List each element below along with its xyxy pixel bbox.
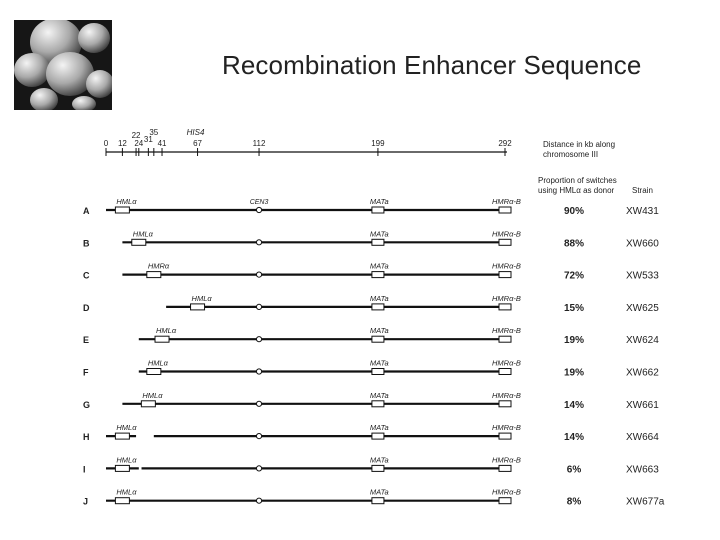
switch-percent: 19% xyxy=(563,335,585,347)
switch-percent: 88% xyxy=(563,238,585,250)
mat-locus-box xyxy=(372,304,384,310)
hmr-locus-box xyxy=(499,239,511,245)
switch-percent: 8% xyxy=(566,496,582,508)
centromere-marker xyxy=(256,498,261,503)
axis-tick-label: 31 xyxy=(143,135,153,144)
mat-locus-box xyxy=(372,207,384,213)
strain-name: XW533 xyxy=(626,270,659,282)
strain-name: XW663 xyxy=(626,464,659,476)
mat-label: MATa xyxy=(369,358,389,368)
donor-locus-box xyxy=(115,433,129,439)
centromere-marker xyxy=(256,466,261,471)
axis-tick-label: 292 xyxy=(498,139,512,148)
axis-tick-label: 199 xyxy=(371,139,385,148)
mat-locus-box xyxy=(372,336,384,342)
mat-locus-box xyxy=(372,369,384,375)
mat-locus-box xyxy=(372,272,384,278)
row-letter: D xyxy=(83,302,90,313)
donor-locus-box xyxy=(132,239,146,245)
donor-locus-box xyxy=(115,207,129,213)
donor-label: HMLα xyxy=(142,390,163,400)
row-letter: C xyxy=(83,270,90,281)
mat-label: MATa xyxy=(369,229,389,239)
row-letter: J xyxy=(83,496,89,507)
mat-locus-box xyxy=(372,239,384,245)
strain-name: XW625 xyxy=(626,302,659,314)
mat-locus-box xyxy=(372,498,384,504)
switch-percent: 90% xyxy=(563,206,585,217)
axis-caption: chromosome III xyxy=(543,150,599,159)
hmr-label: HMRα-B xyxy=(492,423,521,433)
proportion-header: Proportion of switches xyxy=(538,176,617,185)
centromere-marker xyxy=(256,304,261,309)
row-letter: I xyxy=(83,464,86,475)
axis-tick-label: 112 xyxy=(252,139,266,148)
mat-label: MATa xyxy=(369,261,389,271)
donor-locus-box xyxy=(141,401,155,407)
strain-name: XW662 xyxy=(626,367,659,379)
mat-locus-box xyxy=(372,465,384,471)
centromere-marker xyxy=(256,207,261,212)
strain-name: XW661 xyxy=(626,399,659,411)
hmr-locus-box xyxy=(499,433,511,439)
hmr-label: HMRα-B xyxy=(492,229,521,239)
hmr-locus-box xyxy=(499,207,511,213)
hmr-locus-box xyxy=(499,465,511,471)
mat-locus-box xyxy=(372,401,384,407)
strain-name: XW660 xyxy=(626,238,659,250)
donor-locus-box xyxy=(115,498,129,504)
centromere-marker xyxy=(256,434,261,439)
donor-locus-box xyxy=(191,304,205,310)
switch-percent: 19% xyxy=(563,367,585,379)
centromere-marker xyxy=(256,240,261,245)
donor-locus-box xyxy=(155,336,169,342)
hmr-locus-box xyxy=(499,498,511,504)
switch-percent: 15% xyxy=(563,302,585,314)
donor-label: HMRα xyxy=(147,261,170,271)
centromere-marker xyxy=(256,369,261,374)
hmr-locus-box xyxy=(499,401,511,407)
axis-tick-label: 12 xyxy=(117,139,127,148)
axis-tick-label: 24 xyxy=(134,139,144,148)
hmr-label: HMRα-B xyxy=(492,326,521,336)
strain-name: XW431 xyxy=(626,206,659,217)
hmr-label: HMRα-B xyxy=(492,293,521,303)
centromere-marker xyxy=(256,401,261,406)
switch-percent: 14% xyxy=(563,399,585,411)
donor-label: HMLα xyxy=(147,358,168,368)
mat-label: MATa xyxy=(369,423,389,433)
hmr-locus-box xyxy=(499,304,511,310)
centromere-marker xyxy=(256,337,261,342)
mat-label: MATa xyxy=(369,326,389,336)
strain-name: XW664 xyxy=(626,432,659,444)
axis-tick-label: 22 xyxy=(131,131,141,140)
hmr-locus-box xyxy=(499,272,511,278)
centromere-marker xyxy=(256,272,261,277)
donor-locus-box xyxy=(115,465,129,471)
axis-tick-label: 35 xyxy=(149,128,159,137)
strain-header: Strain xyxy=(632,186,653,195)
mat-label: MATa xyxy=(369,293,389,303)
cen-label: CEN3 xyxy=(249,199,269,206)
proportion-header: using HMLα as donor xyxy=(538,186,615,195)
donor-label: HMLα xyxy=(116,423,137,433)
donor-label: HMLα xyxy=(116,487,137,497)
row-letter: E xyxy=(83,335,90,346)
mat-label: MATa xyxy=(369,390,389,400)
row-letter: H xyxy=(83,432,90,443)
mat-label: MATa xyxy=(369,197,389,206)
donor-label: HMLα xyxy=(191,293,212,303)
axis-tick-label: 0 xyxy=(103,139,109,148)
switch-percent: 6% xyxy=(566,464,582,476)
strain-name: XW677a xyxy=(626,496,665,508)
switch-percent: 14% xyxy=(563,432,585,444)
hmr-label: HMRα-B xyxy=(492,390,521,400)
axis-tick-label: 67 xyxy=(193,139,203,148)
donor-locus-box xyxy=(147,369,161,375)
donor-label: HMLα xyxy=(116,197,137,206)
mat-locus-box xyxy=(372,433,384,439)
donor-label: HMLα xyxy=(132,229,153,239)
switch-percent: 72% xyxy=(563,270,585,282)
hmr-label: HMRα-B xyxy=(492,358,521,368)
hmr-locus-box xyxy=(499,369,511,375)
row-letter: G xyxy=(83,399,91,410)
row-letter: B xyxy=(83,238,90,249)
mat-label: MATa xyxy=(369,487,389,497)
slide-title: Recombination Enhancer Sequence xyxy=(222,50,642,80)
donor-label: HMLα xyxy=(116,455,137,465)
hmr-label: HMRα-B xyxy=(492,261,521,271)
donor-locus-box xyxy=(147,272,161,278)
hmr-label: HMRα-B xyxy=(492,455,521,465)
row-letter: A xyxy=(83,206,90,216)
axis-tick-label: 41 xyxy=(157,139,167,148)
hmr-label: HMRα-B xyxy=(492,197,521,206)
row-letter: F xyxy=(83,367,89,378)
hmr-locus-box xyxy=(499,336,511,342)
strain-name: XW624 xyxy=(626,335,659,347)
hmr-label: HMRα-B xyxy=(492,487,521,497)
axis-caption: Distance in kb along xyxy=(543,140,616,149)
mat-label: MATa xyxy=(369,455,389,465)
donor-label: HMLα xyxy=(156,326,177,336)
his4-label: HIS4 xyxy=(186,128,205,137)
